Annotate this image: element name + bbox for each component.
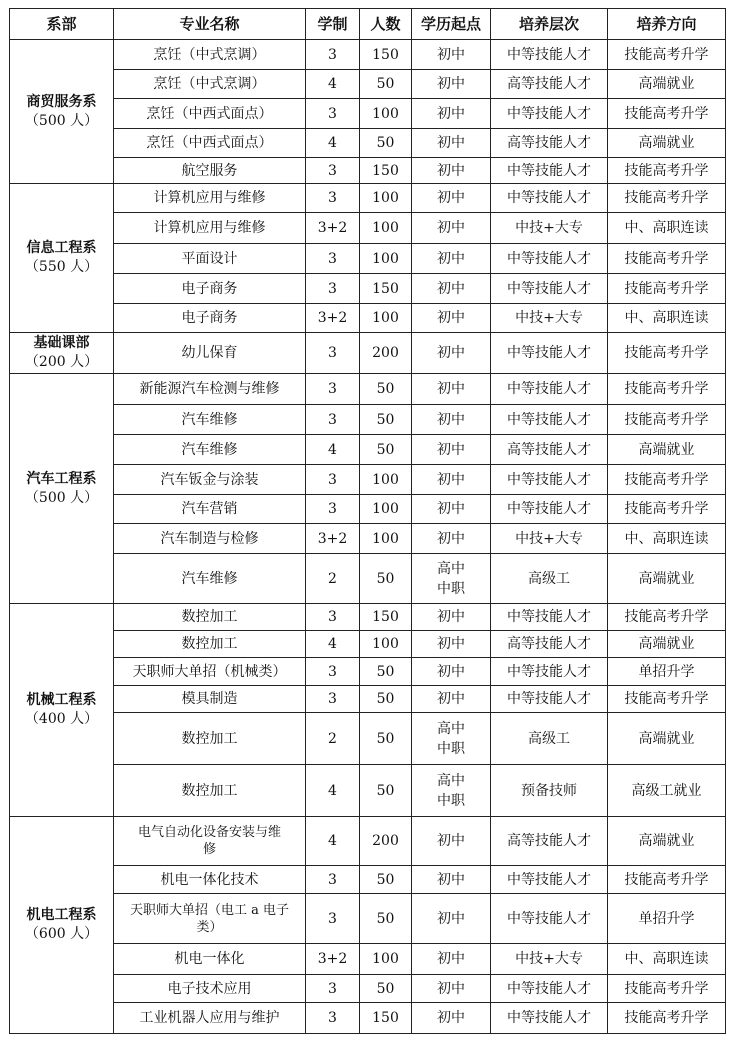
major-name: 数控加工 [181, 609, 238, 625]
department-name: 机电工程系 [26, 907, 97, 923]
people-cell: 50 [360, 554, 412, 604]
level-cell: 中等技能人才 [491, 40, 608, 70]
start-cell: 初中 [412, 631, 491, 658]
people-cell: 50 [360, 70, 412, 99]
people-cell: 100 [360, 631, 412, 658]
direction-cell: 技能高考升学 [608, 333, 726, 374]
major-name: 烹饪（中式烹调） [153, 76, 266, 92]
years-cell: 3 [306, 374, 360, 405]
people-cell: 100 [360, 99, 412, 129]
people-cell: 50 [360, 129, 412, 158]
start-cell: 初中 [412, 866, 491, 894]
header-major: 专业名称 [114, 9, 306, 40]
department-count: （200 人） [24, 354, 99, 370]
table-row [10, 333, 726, 374]
major-name: 汽车钣金与涂装 [160, 471, 259, 488]
department-name: 商贸服务系 [26, 93, 97, 110]
major-name: 汽车维修 [181, 570, 238, 587]
major-name: 幼儿保育 [181, 345, 238, 361]
table-row [10, 866, 726, 894]
table-row [10, 817, 726, 866]
start-cell: 初中 [412, 333, 491, 374]
major-name: 汽车维修 [181, 441, 238, 458]
years-cell: 3 [306, 658, 360, 686]
major-name: 汽车营销 [181, 501, 238, 517]
level-cell: 中技+大专 [491, 304, 608, 333]
table-row [10, 40, 726, 70]
major-name: 计算机应用与维修 [153, 190, 266, 206]
years-cell: 3 [306, 894, 360, 944]
table-row [10, 1003, 726, 1034]
years-cell: 4 [306, 631, 360, 658]
major-cell [114, 713, 306, 765]
people-cell: 50 [360, 765, 412, 817]
department-cell [10, 374, 114, 604]
department-name: 汽车工程系 [26, 470, 97, 487]
table-row [10, 944, 726, 975]
level-cell: 中等技能人才 [491, 244, 608, 274]
header-level: 培养层次 [491, 9, 608, 40]
department-cell [10, 604, 114, 817]
major-name: 航空服务 [181, 162, 238, 179]
direction-cell: 单招升学 [608, 894, 726, 944]
department-count: （600 人） [24, 926, 99, 942]
years-cell: 3+2 [306, 304, 360, 333]
start-cell: 初中 [412, 244, 491, 274]
major-cell [114, 817, 306, 866]
table-row [10, 713, 726, 765]
table-row [10, 524, 726, 554]
direction-cell: 技能高考升学 [608, 686, 726, 713]
table-row [10, 495, 726, 524]
years-cell: 3 [306, 274, 360, 304]
direction-cell: 技能高考升学 [608, 604, 726, 631]
table-row [10, 894, 726, 944]
level-cell: 中等技能人才 [491, 604, 608, 631]
start-cell: 初中 [412, 465, 491, 495]
department-count: （400 人） [24, 711, 99, 727]
level-cell: 高等技能人才 [491, 435, 608, 465]
start-cell: 初中 [412, 158, 491, 184]
years-cell: 4 [306, 817, 360, 866]
table-row [10, 213, 726, 244]
major-name: 数控加工 [181, 636, 238, 652]
level-cell: 中等技能人才 [491, 184, 608, 213]
years-cell: 3 [306, 184, 360, 213]
people-cell: 150 [360, 158, 412, 184]
people-cell: 50 [360, 405, 412, 435]
people-cell: 200 [360, 333, 412, 374]
major-cell [114, 129, 306, 158]
start-line: 中职 [437, 792, 465, 809]
table-row [10, 554, 726, 604]
direction-cell: 中、高职连读 [608, 213, 726, 244]
people-cell: 50 [360, 435, 412, 465]
table-row [10, 244, 726, 274]
level-cell: 中等技能人才 [491, 465, 608, 495]
level-cell: 中等技能人才 [491, 1003, 608, 1034]
level-cell: 中等技能人才 [491, 686, 608, 713]
years-cell: 3+2 [306, 944, 360, 975]
years-cell: 3 [306, 1003, 360, 1034]
years-cell: 2 [306, 554, 360, 604]
department-cell [10, 333, 114, 374]
major-name: 汽车制造与检修 [160, 530, 259, 547]
level-cell: 高级工 [491, 554, 608, 604]
header-people: 人数 [360, 9, 412, 40]
start-cell: 初中 [412, 524, 491, 554]
start-cell: 初中 [412, 304, 491, 333]
start-cell: 初中 [412, 604, 491, 631]
level-cell: 中等技能人才 [491, 99, 608, 129]
start-cell [412, 713, 491, 765]
major-name: 汽车维修 [181, 411, 238, 428]
table-body [10, 40, 726, 1034]
direction-cell: 高端就业 [608, 70, 726, 99]
start-line: 高中 [437, 560, 465, 577]
direction-cell: 高端就业 [608, 129, 726, 158]
table-row [10, 604, 726, 631]
people-cell: 50 [360, 713, 412, 765]
major-cell [114, 944, 306, 975]
people-cell: 50 [360, 658, 412, 686]
department-cell [10, 184, 114, 333]
header-department: 系部 [10, 9, 114, 40]
level-cell: 中等技能人才 [491, 975, 608, 1003]
table-row [10, 374, 726, 405]
major-cell [114, 686, 306, 713]
direction-cell: 高端就业 [608, 713, 726, 765]
department-count: （500 人） [24, 489, 99, 506]
people-cell: 100 [360, 213, 412, 244]
major-name: 天职师大单招（电工 a 电子 [129, 902, 289, 918]
start-cell: 初中 [412, 1003, 491, 1034]
table-row [10, 70, 726, 99]
start-cell: 初中 [412, 944, 491, 975]
header-row [10, 9, 726, 40]
direction-cell: 技能高考升学 [608, 1003, 726, 1034]
people-cell: 100 [360, 465, 412, 495]
level-cell: 高等技能人才 [491, 129, 608, 158]
major-name: 电子技术应用 [167, 980, 252, 997]
people-cell: 100 [360, 304, 412, 333]
people-cell: 100 [360, 495, 412, 524]
major-name: 数控加工 [181, 730, 238, 747]
department-name: 基础课部 [33, 335, 90, 351]
start-cell: 初中 [412, 435, 491, 465]
major-cell [114, 465, 306, 495]
start-cell: 初中 [412, 405, 491, 435]
years-cell: 4 [306, 70, 360, 99]
direction-cell: 技能高考升学 [608, 975, 726, 1003]
direction-cell: 技能高考升学 [608, 158, 726, 184]
level-cell: 中等技能人才 [491, 866, 608, 894]
major-cell [114, 70, 306, 99]
level-cell: 中等技能人才 [491, 495, 608, 524]
direction-cell: 高端就业 [608, 554, 726, 604]
people-cell: 100 [360, 244, 412, 274]
start-line: 中职 [437, 740, 465, 757]
table-row [10, 686, 726, 713]
table-row [10, 465, 726, 495]
department-name: 机械工程系 [26, 692, 97, 708]
major-name: 新能源汽车检测与维修 [139, 381, 280, 397]
direction-cell: 单招升学 [608, 658, 726, 686]
table-row [10, 435, 726, 465]
major-name: 电气自动化设备安装与维 [137, 825, 281, 840]
people-cell: 50 [360, 866, 412, 894]
years-cell: 2 [306, 713, 360, 765]
years-cell: 3 [306, 604, 360, 631]
major-cell [114, 304, 306, 333]
people-cell: 100 [360, 524, 412, 554]
major-cell [114, 495, 306, 524]
people-cell: 50 [360, 686, 412, 713]
start-cell: 初中 [412, 658, 491, 686]
level-cell: 中等技能人才 [491, 274, 608, 304]
years-cell: 3 [306, 158, 360, 184]
start-cell: 初中 [412, 894, 491, 944]
direction-cell: 中、高职连读 [608, 304, 726, 333]
program-table [9, 8, 726, 1034]
direction-cell: 技能高考升学 [608, 244, 726, 274]
level-cell: 高等技能人才 [491, 631, 608, 658]
years-cell: 4 [306, 129, 360, 158]
level-cell: 中技+大专 [491, 524, 608, 554]
major-cell [114, 765, 306, 817]
level-cell: 中等技能人才 [491, 405, 608, 435]
people-cell: 50 [360, 894, 412, 944]
years-cell: 3 [306, 40, 360, 70]
major-cell [114, 554, 306, 604]
start-cell: 初中 [412, 70, 491, 99]
years-cell: 4 [306, 435, 360, 465]
start-cell: 初中 [412, 274, 491, 304]
department-count: （500 人） [24, 112, 99, 129]
major-name: 计算机应用与维修 [153, 220, 266, 236]
table-row [10, 304, 726, 333]
direction-cell: 中、高职连读 [608, 944, 726, 975]
direction-cell: 技能高考升学 [608, 40, 726, 70]
people-cell: 100 [360, 944, 412, 975]
people-cell: 100 [360, 184, 412, 213]
header-direction: 培养方向 [608, 9, 726, 40]
major-name: 电子商务 [181, 280, 238, 297]
direction-cell: 高端就业 [608, 817, 726, 866]
level-cell: 中等技能人才 [491, 333, 608, 374]
start-line: 高中 [437, 772, 465, 789]
major-name: 机电一体化 [174, 951, 245, 967]
start-cell [412, 765, 491, 817]
years-cell: 3 [306, 465, 360, 495]
level-cell: 高等技能人才 [491, 70, 608, 99]
department-cell [10, 40, 114, 184]
start-cell: 初中 [412, 99, 491, 129]
table-row [10, 158, 726, 184]
start-cell: 初中 [412, 686, 491, 713]
years-cell: 3 [306, 495, 360, 524]
direction-cell: 高级工就业 [608, 765, 726, 817]
major-cell [114, 435, 306, 465]
major-cell [114, 158, 306, 184]
major-cell [114, 274, 306, 304]
people-cell: 150 [360, 604, 412, 631]
department-count: （550 人） [24, 259, 99, 275]
major-name: 平面设计 [181, 250, 238, 267]
direction-cell: 高端就业 [608, 631, 726, 658]
people-cell: 50 [360, 975, 412, 1003]
major-name: 数控加工 [181, 782, 238, 799]
start-cell: 初中 [412, 184, 491, 213]
direction-cell: 中、高职连读 [608, 524, 726, 554]
years-cell: 3 [306, 244, 360, 274]
major-cell [114, 405, 306, 435]
major-name: 烹饪（中西式面点） [146, 135, 273, 151]
start-cell: 初中 [412, 129, 491, 158]
major-name: 天职师大单招（机械类） [132, 663, 287, 680]
level-cell: 中技+大专 [491, 213, 608, 244]
years-cell: 3 [306, 99, 360, 129]
table-row [10, 184, 726, 213]
direction-cell: 技能高考升学 [608, 495, 726, 524]
major-cell [114, 866, 306, 894]
header-years: 学制 [306, 9, 360, 40]
table-row [10, 274, 726, 304]
major-name: 烹饪（中式烹调） [153, 46, 266, 63]
years-cell: 3 [306, 866, 360, 894]
direction-cell: 技能高考升学 [608, 274, 726, 304]
start-cell: 初中 [412, 213, 491, 244]
level-cell: 高等技能人才 [491, 817, 608, 866]
major-cell [114, 40, 306, 70]
direction-cell: 技能高考升学 [608, 866, 726, 894]
major-cell [114, 213, 306, 244]
start-cell: 初中 [412, 495, 491, 524]
table-row [10, 631, 726, 658]
table-row [10, 658, 726, 686]
level-cell: 中等技能人才 [491, 374, 608, 405]
table-row [10, 765, 726, 817]
major-cell [114, 975, 306, 1003]
major-name: 机电一体化技术 [160, 871, 259, 888]
major-cell [114, 99, 306, 129]
direction-cell: 技能高考升学 [608, 465, 726, 495]
direction-cell: 技能高考升学 [608, 405, 726, 435]
years-cell: 3+2 [306, 524, 360, 554]
direction-cell: 技能高考升学 [608, 184, 726, 213]
major-cell [114, 244, 306, 274]
level-cell: 中等技能人才 [491, 658, 608, 686]
major-cell [114, 658, 306, 686]
direction-cell: 技能高考升学 [608, 99, 726, 129]
start-line: 中职 [437, 580, 465, 597]
level-cell: 中等技能人才 [491, 158, 608, 184]
start-cell: 初中 [412, 975, 491, 1003]
start-cell: 初中 [412, 40, 491, 70]
major-name: 烹饪（中西式面点） [146, 105, 273, 122]
major-cell [114, 894, 306, 944]
department-name: 信息工程系 [26, 240, 97, 256]
major-cell [114, 631, 306, 658]
table-row [10, 405, 726, 435]
people-cell: 150 [360, 274, 412, 304]
major-cell [114, 184, 306, 213]
major-name: 电子商务 [181, 310, 238, 326]
level-cell: 高级工 [491, 713, 608, 765]
header-start: 学历起点 [412, 9, 491, 40]
level-cell: 预备技师 [491, 765, 608, 817]
major-name-continued: 修 [202, 842, 216, 857]
years-cell: 3 [306, 405, 360, 435]
major-name: 工业机器人应用与维护 [139, 1010, 280, 1026]
years-cell: 3 [306, 333, 360, 374]
start-cell [412, 554, 491, 604]
people-cell: 200 [360, 817, 412, 866]
direction-cell: 高端就业 [608, 435, 726, 465]
level-cell: 中技+大专 [491, 944, 608, 975]
major-cell [114, 604, 306, 631]
level-cell: 中等技能人才 [491, 894, 608, 944]
table-row [10, 99, 726, 129]
major-name: 模具制造 [181, 691, 238, 707]
major-cell [114, 1003, 306, 1034]
years-cell: 3 [306, 686, 360, 713]
people-cell: 50 [360, 374, 412, 405]
major-cell [114, 333, 306, 374]
major-cell [114, 524, 306, 554]
years-cell: 3 [306, 975, 360, 1003]
direction-cell: 技能高考升学 [608, 374, 726, 405]
years-cell: 4 [306, 765, 360, 817]
people-cell: 150 [360, 1003, 412, 1034]
major-cell [114, 374, 306, 405]
department-cell [10, 817, 114, 1034]
start-cell: 初中 [412, 374, 491, 405]
start-line: 高中 [437, 720, 465, 737]
years-cell: 3+2 [306, 213, 360, 244]
major-name-continued: 类） [196, 919, 223, 935]
people-cell: 150 [360, 40, 412, 70]
start-cell: 初中 [412, 817, 491, 866]
table-row [10, 129, 726, 158]
table-row [10, 975, 726, 1003]
